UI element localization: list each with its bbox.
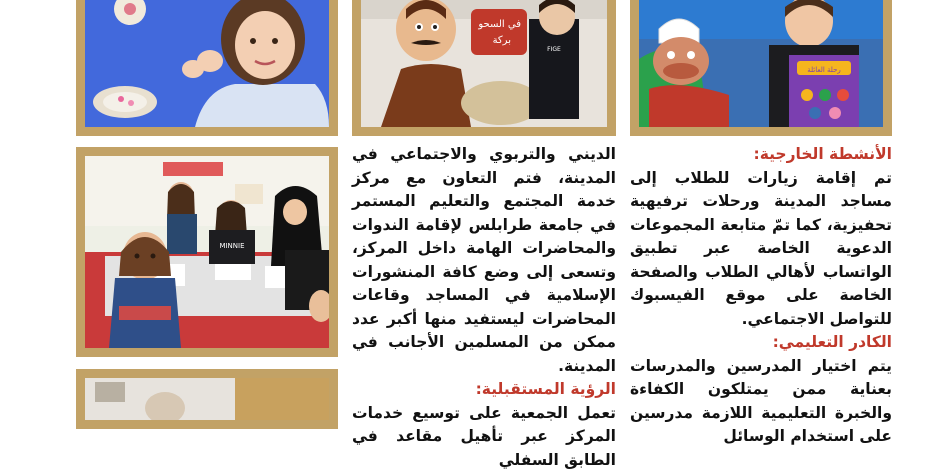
paragraph-community-cooperation: الديني والتربوي والاجتماعي في المدينة، فتم التعاون مع مركز خدمة المجتمع والتعليم المستمر في جامعة طرابلس لإقامة الندوات والمحاضرات الهامة داخل المركز، وتسعى إلى وضع كافة المنشورات الإسلامية في المساجد وقاعات المحاضرات ليستفيد منها أكبر عدد ممكن من المسلمين الأجانب في المدينة. bbox=[352, 143, 616, 378]
svg-text:FIGE: FIGE bbox=[547, 46, 561, 53]
girl-crafting-photo-icon bbox=[85, 0, 329, 127]
photo-bottom-partial bbox=[76, 369, 338, 429]
heading-future-vision: الرؤية المستقبلية: bbox=[352, 378, 616, 402]
photo-puppet-show bbox=[352, 0, 616, 136]
paragraph-teaching-staff: يتم اختيار المدرسين والمدرسات بعناية ممن يمتلكون الكفاءة والخبرة التعليمية اللازمة مدرسين على استخدام الوسائل bbox=[630, 355, 892, 449]
paragraph-external-activities: تم إقامة زيارات للطلاب إلى مساجد المدينة ورحلات ترفيهية تحفيزية، كما تمّ متابعة المجموعات الدعوية الخاصة عبر تطبيق الواتساب لأهالي الطلاب والصفحة الخاصة على موقع الفيسبوك للتواصل الاجتماعي. bbox=[630, 167, 892, 332]
boy-with-puppet-photo-icon bbox=[639, 0, 883, 127]
photo-boy-puppet-book bbox=[630, 0, 892, 136]
classroom-photo-icon bbox=[85, 156, 329, 348]
middle-text-column bbox=[352, 143, 616, 472]
book-cover-title: رحلة العائلة bbox=[807, 66, 841, 74]
puppet-banner-line1: في السحو bbox=[477, 19, 521, 30]
puppet-banner-line2: بركة bbox=[493, 35, 511, 46]
svg-text:MINNIE: MINNIE bbox=[219, 242, 244, 250]
heading-teaching-staff: الكادر التعليمي: bbox=[630, 331, 892, 355]
photo-girl-bead-craft bbox=[76, 0, 338, 136]
photo-classroom-girls bbox=[76, 147, 338, 357]
puppet-show-photo-icon bbox=[361, 0, 607, 127]
right-text-column bbox=[630, 143, 892, 449]
partial-photo-icon bbox=[85, 378, 329, 420]
heading-external-activities: الأنشطة الخارجية: bbox=[630, 143, 892, 167]
paragraph-future-vision: تعمل الجمعية على توسيع خدمات المركز عبر تأهيل مقاعد في الطابق السفلي bbox=[352, 402, 616, 472]
